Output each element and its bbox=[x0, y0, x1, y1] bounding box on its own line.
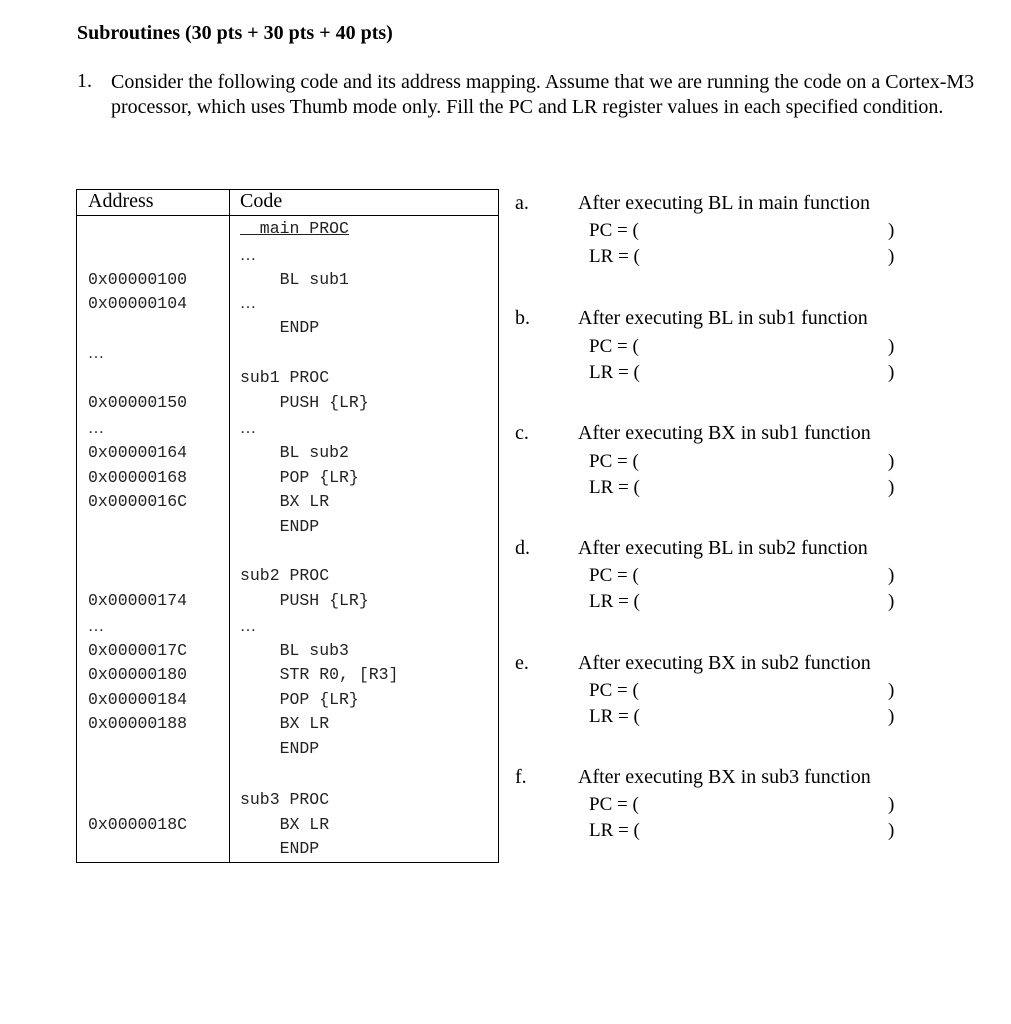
code-cell: PUSH {LR} bbox=[240, 591, 369, 610]
lr-answer-close: ) bbox=[888, 706, 895, 727]
subquestion-text: After executing BX in sub2 function bbox=[578, 652, 871, 674]
question-number: 1. bbox=[77, 70, 92, 92]
pc-answer-close: ) bbox=[888, 680, 895, 701]
table-column-divider bbox=[229, 189, 230, 863]
code-column-header: Code bbox=[240, 190, 283, 212]
code-cell: __main PROC bbox=[240, 219, 349, 238]
lr-answer-label: LR = ( bbox=[589, 246, 640, 267]
subquestion-label: e. bbox=[515, 652, 529, 674]
code-cell: PUSH {LR} bbox=[240, 393, 369, 412]
code-cell: sub3 PROC bbox=[240, 790, 330, 809]
subquestion-text: After executing BX in sub3 function bbox=[578, 766, 871, 788]
subquestion-label: c. bbox=[515, 422, 529, 444]
subquestion-label: a. bbox=[515, 192, 529, 214]
code-cell: … bbox=[240, 247, 256, 264]
code-cell: BL sub3 bbox=[240, 641, 349, 660]
code-cell: sub2 PROC bbox=[240, 566, 330, 585]
lr-answer-label: LR = ( bbox=[589, 820, 640, 841]
lr-answer-close: ) bbox=[888, 246, 895, 267]
question-text: Consider the following code and its address mapping. Assume that we are running the code on a Cortex-M3 processor, which uses Thumb mode only. Fill the PC and LR register values in each specified condition. bbox=[111, 71, 975, 118]
subquestion-text: After executing BX in sub1 function bbox=[578, 422, 871, 444]
code-cell: BX LR bbox=[240, 815, 330, 834]
code-cell: POP {LR} bbox=[240, 690, 359, 709]
code-cell: ENDP bbox=[240, 839, 320, 858]
address-cell: 0x0000017C bbox=[88, 641, 188, 660]
code-cell: … bbox=[240, 295, 256, 312]
subquestion-text: After executing BL in sub2 function bbox=[578, 537, 868, 559]
pc-answer-close: ) bbox=[888, 336, 895, 357]
subquestion-label: b. bbox=[515, 307, 530, 329]
code-cell: ENDP bbox=[240, 318, 320, 337]
code-cell: BX LR bbox=[240, 492, 330, 511]
subquestion-label: f. bbox=[515, 766, 527, 788]
address-cell: 0x0000018C bbox=[88, 815, 188, 834]
address-cell: 0x00000164 bbox=[88, 443, 188, 462]
pc-answer-close: ) bbox=[888, 220, 895, 241]
address-column-header: Address bbox=[88, 190, 154, 212]
address-cell: 0x00000104 bbox=[88, 294, 188, 313]
lr-answer-label: LR = ( bbox=[589, 591, 640, 612]
address-cell: 0x00000100 bbox=[88, 270, 188, 289]
lr-answer-close: ) bbox=[888, 362, 895, 383]
address-cell: 0x00000180 bbox=[88, 665, 188, 684]
lr-answer-label: LR = ( bbox=[589, 706, 640, 727]
lr-answer-close: ) bbox=[888, 591, 895, 612]
pc-answer-label: PC = ( bbox=[589, 565, 639, 586]
subquestion-text: After executing BL in main function bbox=[578, 192, 870, 214]
address-cell: … bbox=[88, 420, 104, 437]
code-cell: BL sub1 bbox=[240, 270, 349, 289]
pc-answer-close: ) bbox=[888, 794, 895, 815]
address-cell: … bbox=[88, 618, 104, 635]
code-cell: STR R0, [R3] bbox=[240, 665, 399, 684]
pc-answer-close: ) bbox=[888, 451, 895, 472]
subquestion-label: d. bbox=[515, 537, 530, 559]
code-cell: … bbox=[240, 618, 256, 635]
lr-answer-close: ) bbox=[888, 820, 895, 841]
address-cell: 0x00000174 bbox=[88, 591, 188, 610]
code-cell: POP {LR} bbox=[240, 468, 359, 487]
address-cell: 0x00000188 bbox=[88, 714, 188, 733]
pc-answer-label: PC = ( bbox=[589, 220, 639, 241]
code-cell: ENDP bbox=[240, 517, 320, 536]
address-cell: 0x0000016C bbox=[88, 492, 188, 511]
code-cell: BX LR bbox=[240, 714, 330, 733]
code-cell: BL sub2 bbox=[240, 443, 349, 462]
address-cell: 0x00000150 bbox=[88, 393, 188, 412]
pc-answer-label: PC = ( bbox=[589, 451, 639, 472]
address-cell: 0x00000168 bbox=[88, 468, 188, 487]
code-cell: sub1 PROC bbox=[240, 368, 330, 387]
section-title: Subroutines (30 pts + 30 pts + 40 pts) bbox=[77, 22, 393, 44]
address-cell: 0x00000184 bbox=[88, 690, 188, 709]
lr-answer-label: LR = ( bbox=[589, 362, 640, 383]
pc-answer-close: ) bbox=[888, 565, 895, 586]
table-header-divider bbox=[76, 215, 499, 216]
pc-answer-label: PC = ( bbox=[589, 794, 639, 815]
lr-answer-close: ) bbox=[888, 477, 895, 498]
pc-answer-label: PC = ( bbox=[589, 336, 639, 357]
code-cell: … bbox=[240, 420, 256, 437]
lr-answer-label: LR = ( bbox=[589, 477, 640, 498]
code-cell: ENDP bbox=[240, 739, 320, 758]
subquestion-text: After executing BL in sub1 function bbox=[578, 307, 868, 329]
address-cell: … bbox=[88, 345, 104, 362]
pc-answer-label: PC = ( bbox=[589, 680, 639, 701]
